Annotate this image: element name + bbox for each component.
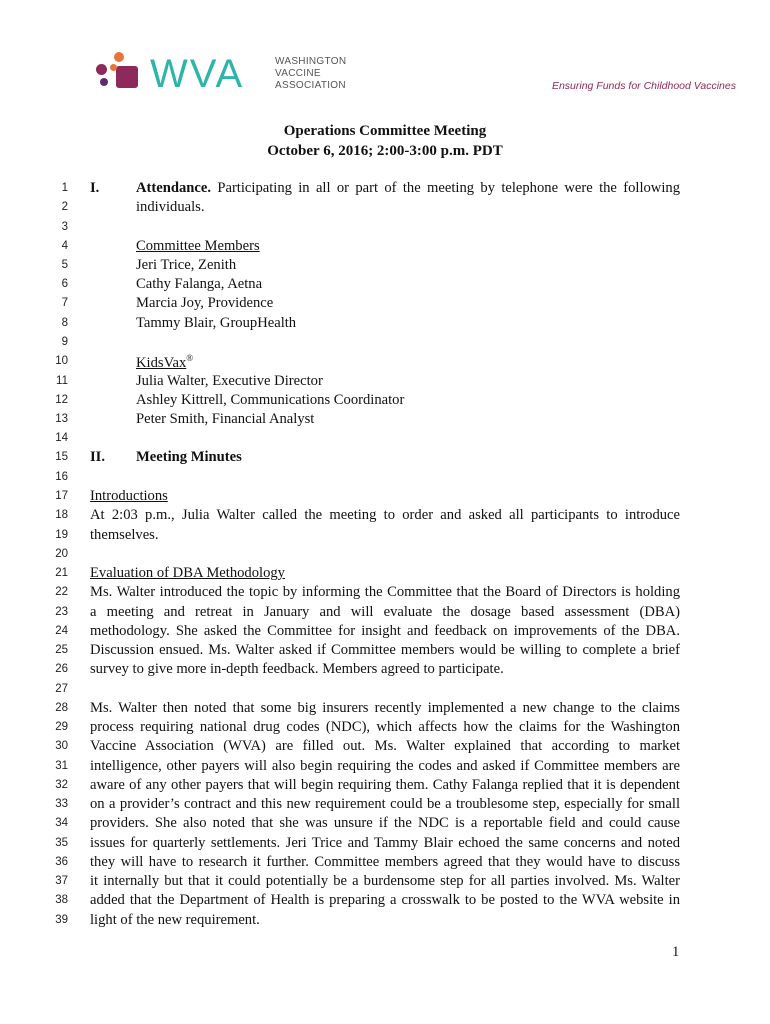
line-number: 17 [55, 490, 68, 502]
paragraph-line: on a provider’s contract and this new requirement could be a troublesome step, especially for small [90, 796, 680, 812]
line-number: 13 [55, 413, 68, 425]
paragraph-line: survey to give more in-depth feedback. Members agreed to participate. [90, 661, 504, 677]
page-title: Operations Committee Meeting [283, 123, 487, 139]
line-number: 24 [55, 625, 68, 637]
introductions-heading: Introductions [90, 488, 168, 504]
line-number: 34 [55, 817, 68, 829]
paragraph-line: Ms. Walter then noted that some big insurers recently implemented a new change to the claims [90, 700, 680, 716]
paragraph-line: providers. She also noted that she was unsure if the NDC is a reportable field and could cause [90, 815, 680, 831]
line-number: 18 [55, 509, 68, 521]
dba-heading: Evaluation of DBA Methodology [90, 565, 285, 581]
tagline: Ensuring Funds for Childhood Vaccines [551, 80, 736, 92]
line-number: 1 [61, 182, 68, 194]
paragraph-line: At 2:03 p.m., Julia Walter called the meeting to order and asked all participants to introduce [90, 507, 680, 523]
paragraph-line: added that the Department of Health is preparing a crosswalk to be posted to the WVA website in [90, 892, 680, 908]
paragraph-line: methodology. She asked the Committee for insight and feedback on improvements of the DBA. [90, 623, 680, 639]
attendee: Peter Smith, Financial Analyst [136, 411, 315, 427]
line-number: 38 [55, 894, 68, 906]
line-number: 12 [55, 394, 68, 406]
line-number: 3 [61, 221, 68, 233]
page-subtitle: October 6, 2016; 2:00-3:00 p.m. PDT [267, 143, 503, 159]
logo-wordmark: WVA [150, 52, 245, 96]
line-number: 22 [55, 586, 68, 598]
attendee: Ashley Kittrell, Communications Coordinator [136, 392, 405, 408]
line-number: 33 [55, 798, 68, 810]
line-number: 11 [56, 375, 68, 387]
page-number: 1 [672, 944, 680, 960]
attendee: Tammy Blair, GroupHealth [136, 315, 297, 331]
attendance-line: Attendance. Participating in all or part of the meeting by telephone were the following [136, 180, 680, 196]
line-number: 5 [61, 259, 68, 271]
line-number: 35 [55, 837, 68, 849]
paragraph-line: it internally but that it could potentially be a burdensome step for all parties involved. Ms. Walter [90, 873, 680, 889]
line-number: 26 [55, 663, 68, 675]
paragraph-line: issues for quarterly settlements. Jeri Trice and Tammy Blair echoed the same concerns and noted [90, 835, 680, 851]
paragraph-line: Discussion ensued. Ms. Walter asked if Committee members would be willing to complete a brief [90, 642, 680, 658]
line-number: 14 [55, 432, 68, 444]
line-number: 23 [55, 606, 68, 618]
line-number: 30 [55, 740, 68, 752]
paragraph-line: a meeting and retreat in January and will evaluate the dosage based assessment (DBA) [90, 604, 680, 620]
line-number: 19 [55, 529, 68, 541]
line-number: 6 [61, 278, 68, 290]
line-number: 32 [55, 779, 68, 791]
line-number: 10 [55, 355, 68, 367]
line-number: 37 [55, 875, 68, 887]
committee-heading: Committee Members [136, 238, 260, 254]
paragraph-line: process requiring national drug codes (NDC), which affects how the claims for the Washington [90, 719, 680, 735]
line-number: 25 [55, 644, 68, 656]
paragraph-line: intelligence, other payers will also begin requiring the codes and asked if Committee members are [90, 758, 680, 774]
line-number: 16 [55, 471, 68, 483]
attendee: Marcia Joy, Providence [136, 295, 274, 311]
paragraph-line: aware of any other payers that will begin requiring them. Cathy Falanga replied that it is dependent [90, 777, 680, 793]
attendance-line: individuals. [136, 199, 205, 215]
attendee: Cathy Falanga, Aetna [136, 276, 263, 292]
wva-logo [94, 50, 354, 98]
paragraph-line: Vaccine Association (WVA) are filled out. Ms. Walter explained that according to market [90, 738, 680, 754]
line-number: 31 [55, 760, 68, 772]
paragraph-line: Ms. Walter introduced the topic by informing the Committee that the Board of Directors is holding [90, 584, 680, 600]
line-number: 21 [55, 567, 68, 579]
section-heading: Meeting Minutes [136, 449, 242, 465]
paragraph-line: they will have to research it further. Committee members agreed that they would have to discuss [90, 854, 680, 870]
attendee: Jeri Trice, Zenith [136, 257, 237, 273]
logo-org-name: WASHINGTON VACCINE ASSOCIATION [275, 56, 347, 91]
line-number: 9 [61, 336, 68, 348]
line-number: 28 [55, 702, 68, 714]
line-number: 15 [55, 451, 68, 463]
paragraph-line: themselves. [90, 527, 159, 543]
line-number: 20 [55, 548, 68, 560]
paragraph-line: light of the new requirement. [90, 912, 260, 928]
line-number: 2 [61, 201, 68, 213]
attendee: Julia Walter, Executive Director [136, 373, 323, 389]
line-number: 27 [55, 683, 68, 695]
line-number: 36 [55, 856, 68, 868]
section-numeral: I. [90, 180, 100, 196]
line-number: 29 [55, 721, 68, 733]
line-number: 39 [55, 914, 68, 926]
section-numeral: II. [90, 449, 106, 465]
line-number: 8 [61, 317, 68, 329]
line-number: 4 [61, 240, 68, 252]
line-number: 7 [61, 297, 68, 309]
logo-dots-icon [94, 50, 144, 98]
kidsvax-heading: KidsVax® [136, 353, 194, 371]
